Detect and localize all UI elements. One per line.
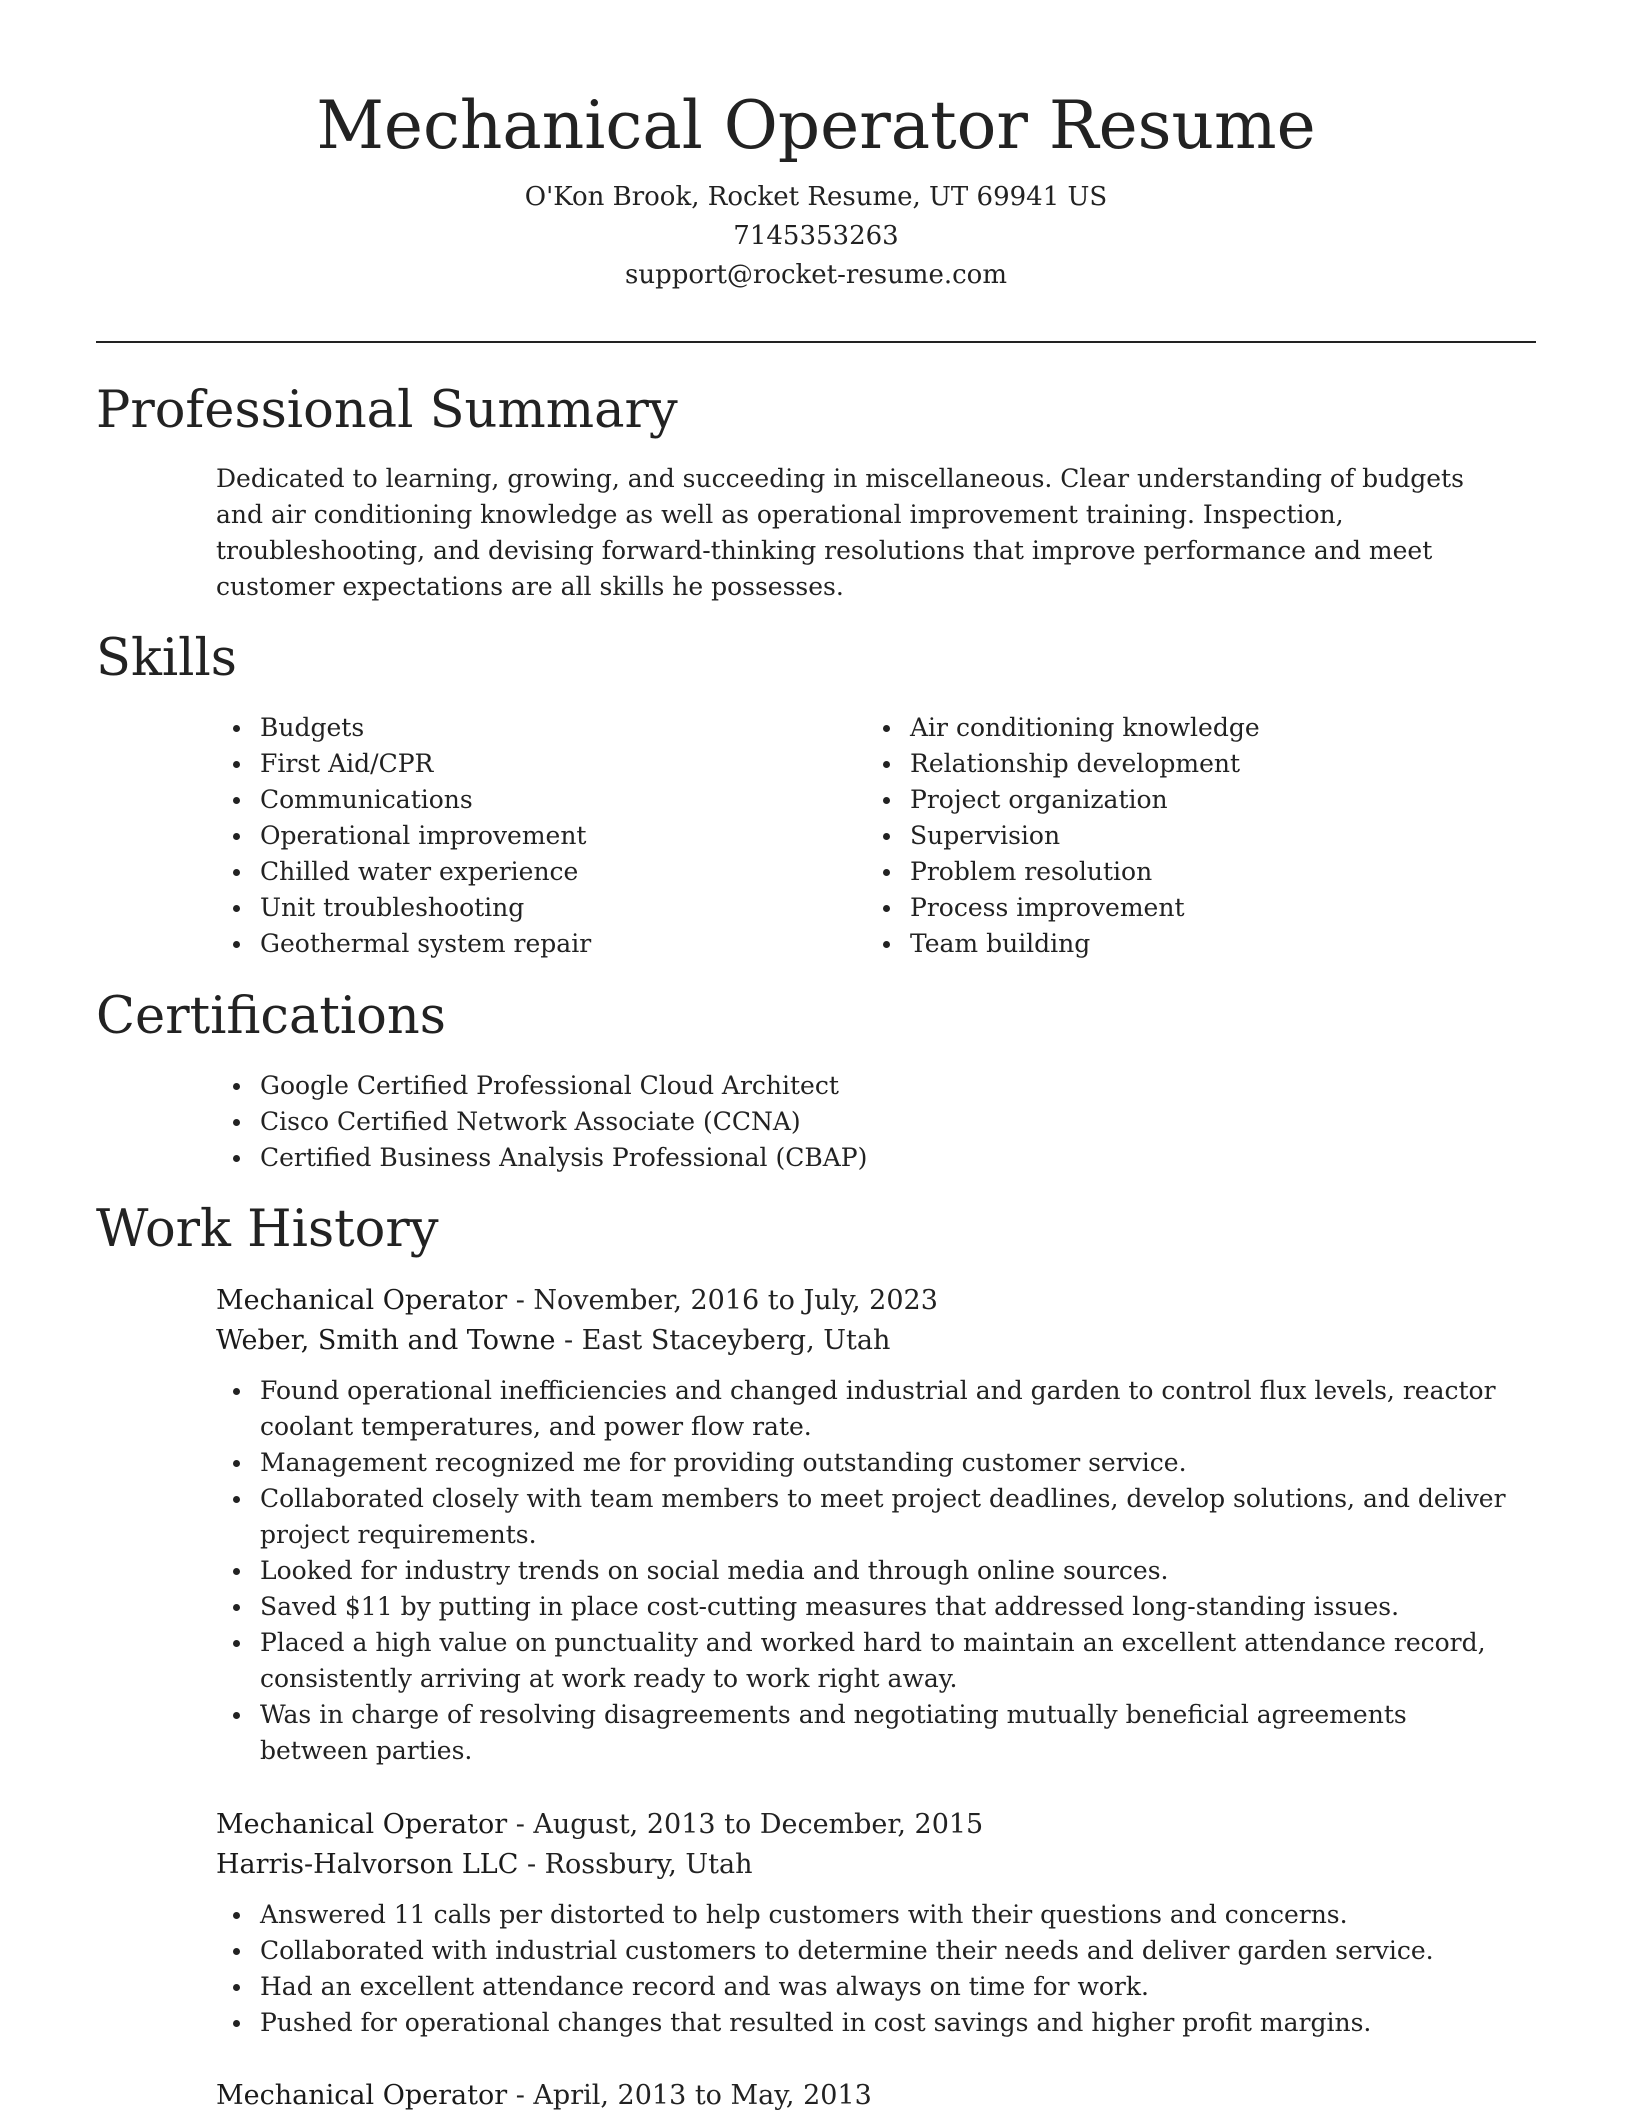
summary-heading: Professional Summary: [96, 381, 678, 440]
skill-item: Problem resolution: [866, 854, 1486, 890]
contact-phone: 7145353263: [733, 221, 899, 251]
job-separator: -: [507, 1285, 534, 1316]
job-title: Mechanical Operator: [216, 1285, 508, 1316]
job-company-line: [216, 1321, 1516, 1361]
job-separator: -: [518, 1849, 545, 1880]
contact-block: [0, 178, 1632, 295]
certification-item: Cisco Certified Network Associate (CCNA): [216, 1104, 1516, 1140]
skill-item: Process improvement: [866, 890, 1486, 926]
resume-header: [0, 0, 1632, 295]
job-location: Rossbury, Utah: [544, 1849, 753, 1880]
job-dates: April, 2013 to May, 2013: [533, 2080, 872, 2111]
skill-item: Project organization: [866, 782, 1486, 818]
job-title-line: [216, 2076, 1516, 2116]
summary-text: Dedicated to learning, growing, and succeeding in miscellaneous. Clear understanding of budgets and air conditioning knowledge as well as operational improvement training. Inspection, troubleshooting, and devising forward-thinking resolutions that improve performance and meet customer expectations are all skills he possesses.: [216, 464, 1464, 601]
certifications-list: [216, 1068, 1516, 1176]
job-entry: [216, 1281, 1516, 1769]
skill-item: Communications: [216, 782, 836, 818]
job-title-line: [216, 1281, 1516, 1321]
certification-item: Certified Business Analysis Professional (CBAP): [216, 1140, 1516, 1176]
contact-address: O'Kon Brook, Rocket Resume, UT 69941 US: [524, 182, 1108, 212]
job-dates: August, 2013 to December, 2015: [533, 1809, 984, 1840]
job-entry: [216, 1805, 1516, 2041]
skill-item: Budgets: [216, 710, 836, 746]
contact-email: support@rocket-resume.com: [624, 260, 1007, 290]
job-duty-item: Pushed for operational changes that resulted in cost savings and higher profit margins.: [216, 2005, 1516, 2041]
skill-item: Relationship development: [866, 746, 1486, 782]
job-duty-item: Management recognized me for providing outstanding customer service.: [216, 1445, 1516, 1481]
job-title: Mechanical Operator: [216, 2080, 508, 2111]
job-duty-item: Collaborated with industrial customers to determine their needs and deliver garden service.: [216, 1933, 1516, 1969]
job-duty-item: Answered 11 calls per distorted to help customers with their questions and concerns.: [216, 1897, 1516, 1933]
job-duties-list: [216, 1897, 1516, 2041]
skill-item: Team building: [866, 926, 1486, 962]
job-entry: [216, 2076, 1516, 2116]
skill-item: Unit troubleshooting: [216, 890, 836, 926]
skill-item: Supervision: [866, 818, 1486, 854]
job-separator: -: [555, 1325, 582, 1356]
skill-item: First Aid/CPR: [216, 746, 836, 782]
certifications-heading: Certifications: [96, 987, 446, 1046]
job-duty-item: Looked for industry trends on social media and through online sources.: [216, 1553, 1516, 1589]
job-duty-item: Had an excellent attendance record and was always on time for work.: [216, 1969, 1516, 2005]
job-company: Harris-Halvorson LLC: [216, 1849, 519, 1880]
skill-item: Air conditioning knowledge: [866, 710, 1486, 746]
job-title: Mechanical Operator: [216, 1809, 508, 1840]
job-duty-item: Saved $11 by putting in place cost-cutting measures that addressed long-standing issues.: [216, 1589, 1516, 1625]
page-title: Mechanical Operator Resume: [316, 87, 1316, 164]
job-duty-item: Placed a high value on punctuality and worked hard to maintain an excellent attendance record, consistently arriving at work ready to work right away.: [216, 1625, 1516, 1697]
job-dates: November, 2016 to July, 2023: [533, 1285, 938, 1316]
job-location: East Staceyberg, Utah: [581, 1325, 891, 1356]
skill-item: Chilled water experience: [216, 854, 836, 890]
skills-heading: Skills: [96, 629, 237, 688]
job-separator: -: [507, 1809, 534, 1840]
skill-item: Geothermal system repair: [216, 926, 836, 962]
skill-item: Operational improvement: [216, 818, 836, 854]
job-separator: -: [507, 2080, 534, 2111]
job-title-line: [216, 1805, 1516, 1845]
work-history-heading: Work History: [96, 1200, 439, 1259]
certification-item: Google Certified Professional Cloud Architect: [216, 1068, 1516, 1104]
job-company-line: [216, 1845, 1516, 1885]
job-duties-list: [216, 1373, 1516, 1769]
job-duty-item: Was in charge of resolving disagreements and negotiating mutually beneficial agreements between parties.: [216, 1697, 1516, 1769]
skills-list-right: [866, 710, 1486, 962]
skills-list-left: [216, 710, 836, 962]
header-divider: [96, 341, 1536, 343]
job-company: Weber, Smith and Towne: [216, 1325, 556, 1356]
job-duty-item: Found operational inefficiencies and changed industrial and garden to control flux levels, reactor coolant temperatures, and power flow rate.: [216, 1373, 1516, 1445]
job-duty-item: Collaborated closely with team members to meet project deadlines, develop solutions, and deliver project requirements.: [216, 1481, 1516, 1553]
